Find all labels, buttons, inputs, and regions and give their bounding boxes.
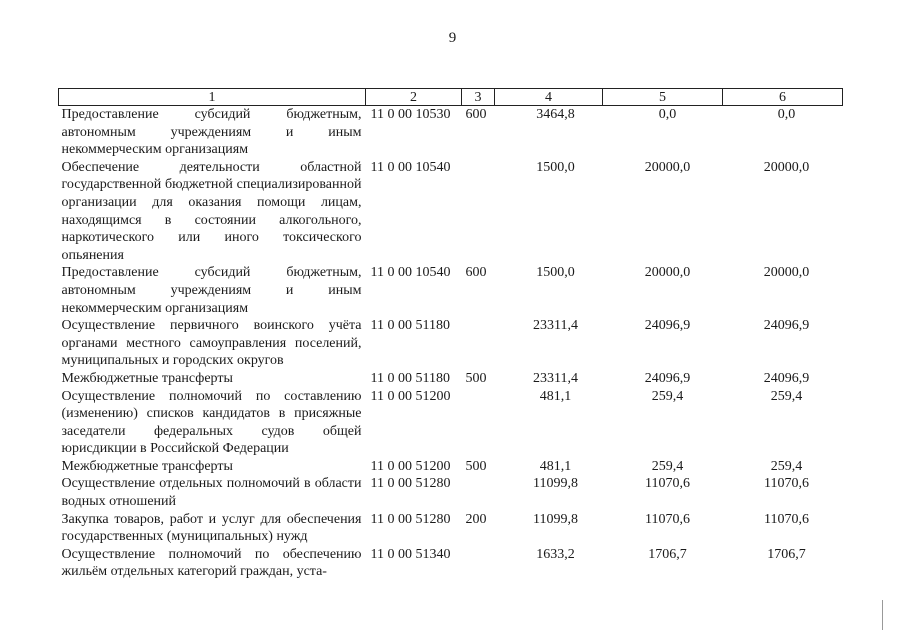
cell-value-4: 481,1 [539, 388, 572, 404]
cell-name: Предоставление субсидий бюджетным, автономным учреждениям и иным некоммерческим организациям [61, 265, 362, 316]
cell-value-6: 259,4 [770, 458, 803, 474]
cell-value-4: 1633,2 [536, 546, 575, 562]
table-row [59, 511, 843, 546]
table-row [59, 159, 843, 265]
cell-expense-type: 500 [465, 458, 487, 474]
cell-name: Осуществление отдельных полномочий в области водных отношений [61, 476, 362, 510]
cell-value-5: 0,0 [658, 107, 677, 122]
cell-expense-type: 600 [465, 265, 487, 281]
cell-code: 11 0 00 51200 [370, 388, 451, 404]
cell-value-4: 23311,4 [533, 370, 578, 386]
cell-value-6: 0,0 [777, 107, 796, 122]
cell-name: Осуществление первичного воинского учёта органами местного самоуправления поселений, муниципальных и городских округов [61, 318, 362, 369]
cell-value-6: 24096,9 [763, 318, 810, 334]
cell-expense-type [462, 159, 495, 265]
header-col-4: 4 [495, 89, 603, 106]
cell-name: Межбюджетные трансферты [61, 458, 233, 474]
cell-expense-type [462, 317, 495, 370]
cell-value-4: 23311,4 [533, 318, 578, 334]
cell-expense-type [462, 475, 495, 510]
cell-expense-type: 600 [465, 107, 487, 122]
cell-value-6: 20000,0 [763, 159, 810, 175]
cell-name: Предоставление субсидий бюджетным, автономным учреждениям и иным некоммерческим организациям [61, 107, 362, 158]
cell-value-5: 11070,6 [645, 476, 690, 492]
cell-value-4: 481,1 [539, 458, 572, 474]
table-row [59, 546, 843, 581]
cell-name: Осуществление полномочий по составлению (изменению) списков кандидатов в присяжные заседатели федеральных судов общей юрисдикции в Российской Федерации [61, 388, 362, 457]
table-row [59, 370, 843, 388]
table-row [59, 317, 843, 370]
cell-code: 11 0 00 51340 [370, 546, 451, 562]
cell-value-4: 1500,0 [536, 265, 575, 281]
header-col-5: 5 [603, 89, 723, 106]
cell-name: Осуществление полномочий по обеспечению жильём отдельных категорий граждан, уста- [61, 546, 362, 580]
cell-expense-type [462, 388, 495, 458]
table-row [59, 264, 843, 317]
cell-value-4: 3464,8 [536, 107, 575, 122]
margin-mark [882, 600, 883, 630]
header-col-2: 2 [366, 89, 462, 106]
cell-value-5: 20000,0 [644, 265, 691, 281]
cell-value-5: 11070,6 [645, 511, 690, 527]
cell-code: 11 0 00 51180 [370, 370, 450, 386]
cell-value-4: 11099,8 [533, 476, 578, 492]
cell-value-6: 24096,9 [763, 370, 810, 386]
table-row [59, 106, 843, 159]
cell-name: Обеспечение деятельности областной государственной бюджетной специализированной организации для оказания помощи лицам, находящимся в состоянии алкогольного, наркотического или иного токсического опьянения [61, 159, 362, 263]
cell-code: 11 0 00 51280 [370, 476, 451, 492]
cell-value-5: 24096,9 [644, 370, 691, 386]
cell-value-6: 1706,7 [767, 546, 806, 562]
header-col-1: 1 [59, 89, 366, 106]
budget-table [58, 88, 843, 581]
header-col-6: 6 [723, 89, 843, 106]
cell-value-5: 1706,7 [648, 546, 687, 562]
cell-name: Закупка товаров, работ и услуг для обеспечения государственных (муниципальных) нужд [61, 511, 362, 545]
header-col-3: 3 [462, 89, 495, 106]
cell-code: 11 0 00 10540 [370, 159, 451, 175]
cell-value-6: 11070,6 [764, 511, 809, 527]
cell-name: Межбюджетные трансферты [61, 370, 233, 386]
cell-expense-type: 200 [465, 511, 487, 527]
cell-code: 11 0 00 51180 [370, 318, 450, 334]
cell-code: 11 0 00 51200 [370, 458, 451, 474]
cell-value-5: 24096,9 [644, 318, 691, 334]
table-row [59, 458, 843, 476]
cell-value-5: 20000,0 [644, 159, 691, 175]
page-number: 9 [448, 30, 457, 46]
cell-value-5: 259,4 [651, 388, 684, 404]
cell-code: 11 0 00 10540 [370, 265, 451, 281]
cell-value-6: 20000,0 [763, 265, 810, 281]
table-row [59, 475, 843, 510]
cell-value-4: 1500,0 [536, 159, 575, 175]
cell-code: 11 0 00 51280 [370, 511, 451, 527]
cell-value-5: 259,4 [651, 458, 684, 474]
table-row [59, 388, 843, 458]
header-row [59, 89, 843, 106]
cell-value-6: 11070,6 [764, 476, 809, 492]
cell-code: 11 0 00 10530 [370, 107, 451, 122]
cell-expense-type: 500 [465, 370, 487, 386]
cell-expense-type [462, 546, 495, 581]
cell-value-6: 259,4 [770, 388, 803, 404]
cell-value-4: 11099,8 [533, 511, 578, 527]
